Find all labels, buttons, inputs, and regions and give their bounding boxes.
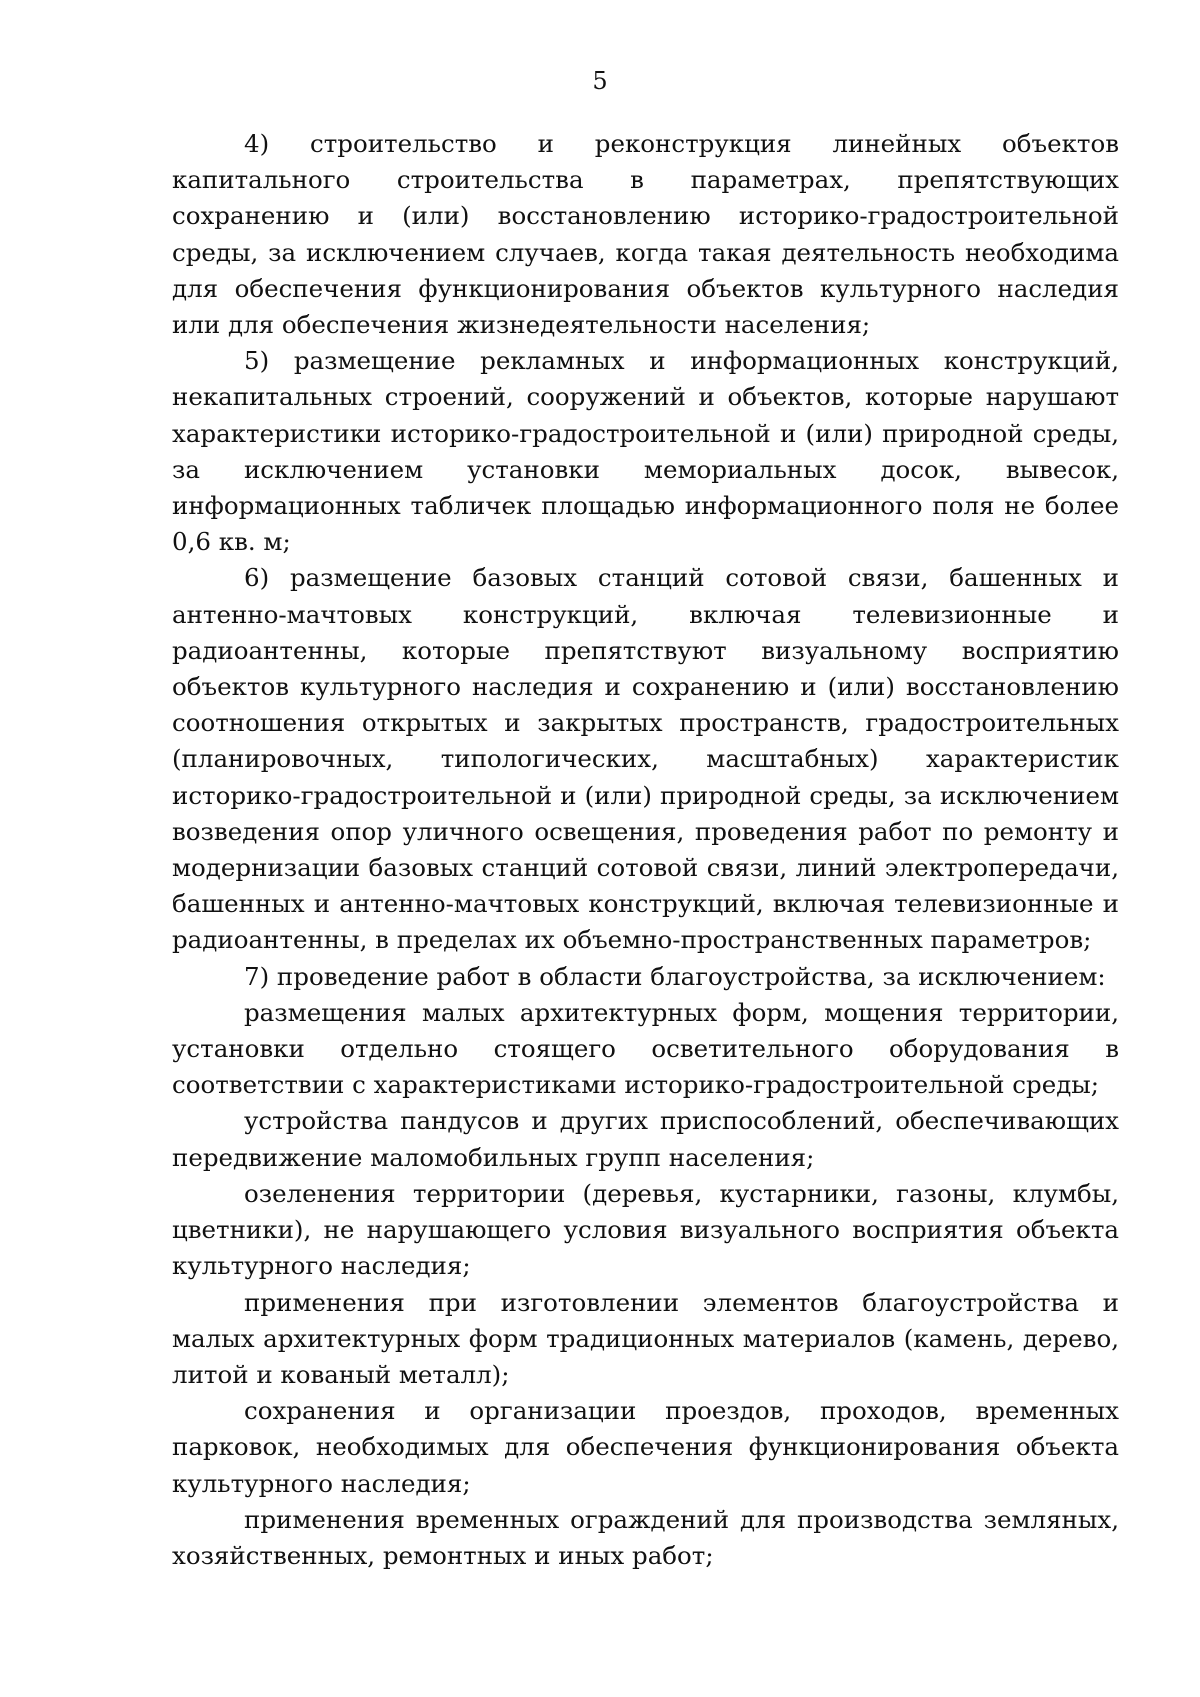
page-number: 5 (592, 67, 608, 95)
paragraph-temporary-fencing: применения временных ограждений для производства земляных, хозяйственных, ремонтных и иных работ; (172, 1504, 1119, 1570)
paragraph-item-7: 7) проведение работ в области благоустройства, за исключением: (244, 961, 1106, 991)
paragraph-item-5: 5) размещение рекламных и информационных конструкций, некапитальных строений, сооружений и объектов, которые нарушают характеристики историко-градостроительной и (или) природной среды, за исключением установки мемориальных досок, вывесок, информационных табличек площадью информационного поля не более 0,6 кв. м; (172, 346, 1119, 557)
paragraph-item-6: 6) размещение базовых станций сотовой связи, башенных и антенно-мачтовых конструкций, включая телевизионные и радиоантенны, которые препятствуют визуальному восприятию объектов культурного наследия и сохранению и (или) восстановлению соотношения открытых и закрытых пространств, градостроительных (планировочных, типологических, масштабных) характеристик историко-градостроительной и (или) природной среды, за исключением возведения опор уличного освещения, проведения работ по ремонту и модернизации базовых станций сотовой связи, линий электропередачи, башенных и антенно-мачтовых конструкций, включая телевизионные и радиоантенны, в пределах их объемно-пространственных параметров; (172, 563, 1119, 955)
paragraph-item-4: 4) строительство и реконструкция линейных объектов капитального строительства в параметрах, препятствующих сохранению и (или) восстановлению историко-градостроительной среды, за исключением случаев, когда такая деятельность необходима для обеспечения функционирования объектов культурного наследия или для обеспечения жизнедеятельности населения; (172, 129, 1119, 340)
document-body (172, 126, 1119, 1574)
paragraph-landscaping: озеленения территории (деревья, кустарники, газоны, клумбы, цветники), не нарушающего условия визуального восприятия объекта культурного наследия; (172, 1178, 1119, 1281)
paragraph-small-architectural-forms: размещения малых архитектурных форм, мощения территории, установки отдельно стоящего осветительного оборудования в соответствии с характеристиками историко-градостроительной среды; (172, 997, 1119, 1100)
paragraph-ramps: устройства пандусов и других приспособлений, обеспечивающих передвижение маломобильных групп населения; (172, 1106, 1119, 1172)
paragraph-driveways-parking: сохранения и организации проездов, проходов, временных парковок, необходимых для обеспечения функционирования объекта культурного наследия; (172, 1396, 1119, 1498)
paragraph-traditional-materials: применения при изготовлении элементов благоустройства и малых архитектурных форм традиционных материалов (камень, дерево, литой и кованый металл); (172, 1287, 1119, 1389)
